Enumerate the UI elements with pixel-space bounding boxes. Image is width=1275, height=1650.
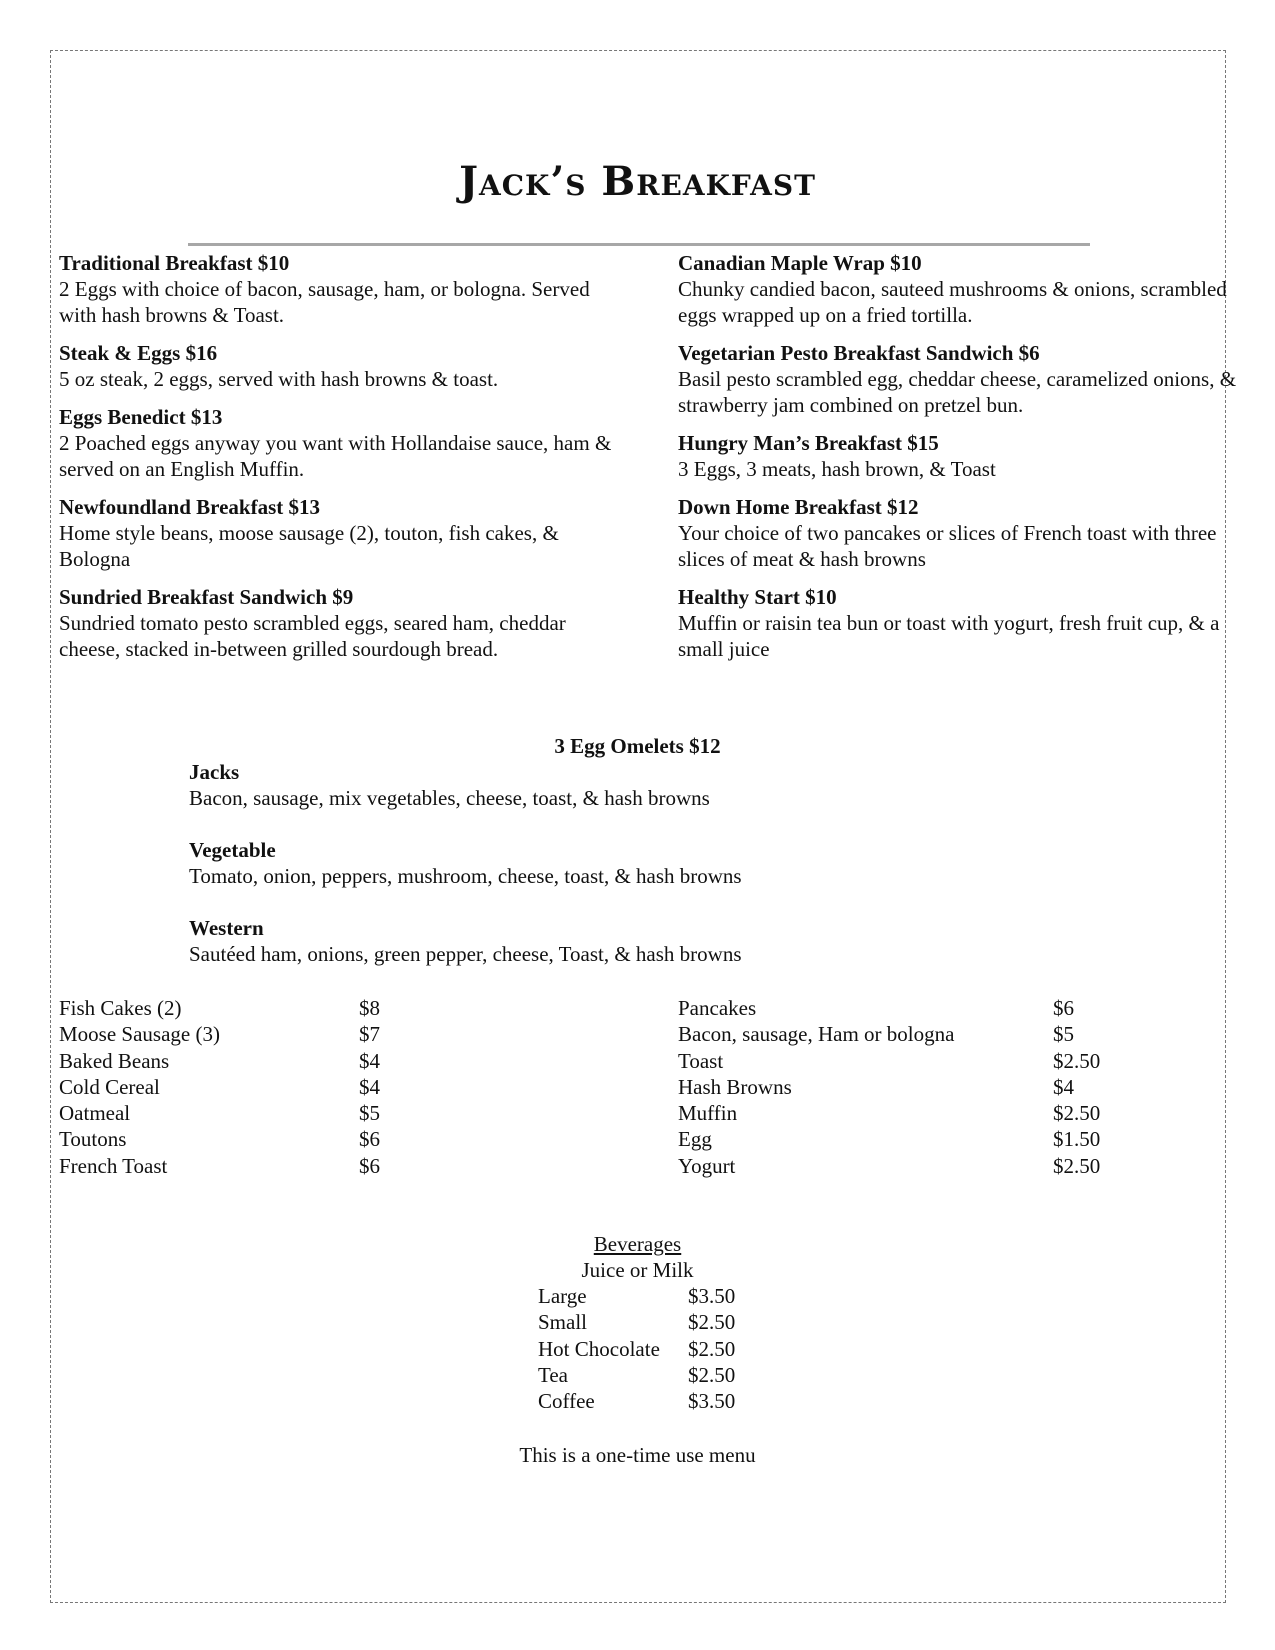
beverages-subheading: Juice or Milk <box>581 1258 694 1282</box>
beverage-price: $2.50 <box>688 1310 736 1335</box>
omelets-heading: 3 Egg Omelets $12 <box>554 734 721 758</box>
side-name: Fish Cakes (2) <box>59 996 182 1020</box>
side-name: Oatmeal <box>59 1101 131 1126</box>
menu-item-description: 5 oz steak, 2 eggs, served with hash browns & toast. <box>59 367 499 391</box>
sides-right-list <box>678 995 1138 1179</box>
menu-item-title: Eggs Benedict $13 <box>59 405 223 429</box>
menu-item <box>59 494 619 572</box>
beverage-name: Hot Chocolate <box>538 1336 660 1361</box>
side-item <box>678 1074 1138 1100</box>
side-price: $4 <box>359 1074 380 1099</box>
side-item <box>678 1100 1138 1126</box>
menu-item <box>678 250 1238 328</box>
title-divider <box>188 243 1090 246</box>
menu-item-description: 2 Poached eggs anyway you want with Hollandaise sauce, ham & served on an English Muffin. <box>59 431 612 481</box>
side-price: $8 <box>359 996 380 1020</box>
menu-item <box>59 250 619 328</box>
side-price: $6 <box>359 1127 380 1152</box>
beverage-item <box>538 1362 838 1388</box>
menu-item-title: Newfoundland Breakfast $13 <box>59 495 320 519</box>
omelet-item <box>189 837 1089 889</box>
beverage-price: $3.50 <box>688 1284 736 1308</box>
menu-item-description: Your choice of two pancakes or slices of French toast with three slices of meat & hash browns <box>678 521 1217 571</box>
beverage-price: $2.50 <box>688 1362 736 1387</box>
omelets-list <box>189 759 1089 993</box>
side-item <box>678 995 1138 1021</box>
side-price: $2.50 <box>1053 1153 1101 1178</box>
menu-title: Jack’s Breakfast <box>459 158 816 205</box>
menu-item <box>59 404 619 482</box>
side-item <box>59 1153 459 1179</box>
omelet-item <box>189 915 1089 967</box>
menu-item <box>59 340 619 392</box>
menu-item-title: Steak & Eggs $16 <box>59 341 218 365</box>
beverage-item <box>538 1336 838 1362</box>
menu-item-description: 2 Eggs with choice of bacon, sausage, ham, or bologna. Served with hash browns & Toast. <box>59 277 590 327</box>
side-item <box>59 1126 459 1152</box>
beverage-item <box>538 1283 838 1309</box>
side-price: $7 <box>359 1022 380 1047</box>
side-name: Hash Browns <box>678 1074 792 1099</box>
side-name: Bacon, sausage, Ham or bologna <box>678 1022 955 1047</box>
beverage-price: $3.50 <box>688 1389 736 1414</box>
omelet-description: Bacon, sausage, mix vegetables, cheese, toast, & hash browns <box>189 786 710 810</box>
menu-item-title: Healthy Start $10 <box>678 585 837 609</box>
side-name: Toutons <box>59 1127 127 1152</box>
beverage-price: $2.50 <box>688 1336 736 1361</box>
side-name: Baked Beans <box>59 1048 170 1073</box>
side-item <box>678 1126 1138 1152</box>
menu-item <box>59 584 619 662</box>
menu-item-title: Traditional Breakfast $10 <box>59 251 290 275</box>
menu-item-title: Hungry Man’s Breakfast $15 <box>678 431 939 455</box>
side-price: $5 <box>359 1101 380 1126</box>
side-name: Yogurt <box>678 1153 736 1178</box>
menu-item <box>678 430 1238 482</box>
side-name: Egg <box>678 1127 712 1152</box>
side-price: $6 <box>1053 996 1074 1020</box>
menu-item-description: 3 Eggs, 3 meats, hash brown, & Toast <box>678 457 996 481</box>
side-item <box>59 995 459 1021</box>
beverage-item <box>538 1388 838 1414</box>
side-name: Toast <box>678 1048 724 1073</box>
omelet-item <box>189 759 1089 811</box>
side-item <box>678 1153 1138 1179</box>
menu-item-title: Down Home Breakfast $12 <box>678 495 919 519</box>
side-price: $6 <box>359 1153 380 1178</box>
beverages-list <box>538 1283 838 1414</box>
menu-item <box>678 494 1238 572</box>
beverages-heading: Beverages <box>593 1232 682 1256</box>
side-name: French Toast <box>59 1153 168 1178</box>
beverage-name: Small <box>538 1310 588 1335</box>
menu-item <box>678 584 1238 662</box>
side-name: Muffin <box>678 1101 738 1126</box>
right-menu-column <box>678 250 1238 674</box>
side-item <box>678 1021 1138 1047</box>
footer-note: This is a one-time use menu <box>519 1443 756 1467</box>
side-price: $2.50 <box>1053 1101 1101 1126</box>
side-item <box>678 1048 1138 1074</box>
side-price: $5 <box>1053 1022 1074 1047</box>
sides-left-list <box>59 995 459 1179</box>
menu-item-description: Sundried tomato pesto scrambled eggs, seared ham, cheddar cheese, stacked in-between grilled sourdough bread. <box>59 611 566 661</box>
left-menu-column <box>59 250 619 674</box>
menu-item-description: Muffin or raisin tea bun or toast with yogurt, fresh fruit cup, & a small juice <box>678 611 1220 661</box>
side-item <box>59 1021 459 1047</box>
menu-item <box>678 340 1238 418</box>
menu-item-title: Sundried Breakfast Sandwich $9 <box>59 585 354 609</box>
beverage-name: Tea <box>538 1362 569 1387</box>
side-price: $4 <box>359 1048 380 1073</box>
menu-item-description: Chunky candied bacon, sauteed mushrooms & onions, scrambled eggs wrapped up on a fried tortilla. <box>678 277 1227 327</box>
side-name: Cold Cereal <box>59 1074 160 1099</box>
side-item <box>59 1100 459 1126</box>
side-item <box>59 1048 459 1074</box>
side-item <box>59 1074 459 1100</box>
side-price: $1.50 <box>1053 1127 1101 1152</box>
menu-item-description: Home style beans, moose sausage (2), touton, fish cakes, & Bologna <box>59 521 559 571</box>
side-name: Pancakes <box>678 996 757 1020</box>
side-price: $2.50 <box>1053 1048 1101 1073</box>
side-name: Moose Sausage (3) <box>59 1022 220 1047</box>
beverage-item <box>538 1309 838 1335</box>
side-price: $4 <box>1053 1074 1074 1099</box>
omelet-name: Jacks <box>189 760 240 784</box>
omelet-description: Tomato, onion, peppers, mushroom, cheese, toast, & hash browns <box>189 864 742 888</box>
menu-item-title: Canadian Maple Wrap $10 <box>678 251 922 275</box>
menu-item-title: Vegetarian Pesto Breakfast Sandwich $6 <box>678 341 1040 365</box>
beverage-name: Coffee <box>538 1389 595 1414</box>
omelet-name: Western <box>189 916 264 940</box>
omelet-description: Sautéed ham, onions, green pepper, cheese, Toast, & hash browns <box>189 942 742 966</box>
omelet-name: Vegetable <box>189 838 276 862</box>
menu-item-description: Basil pesto scrambled egg, cheddar cheese, caramelized onions, & strawberry jam combined on pretzel bun. <box>678 367 1237 417</box>
beverage-name: Large <box>538 1284 587 1308</box>
